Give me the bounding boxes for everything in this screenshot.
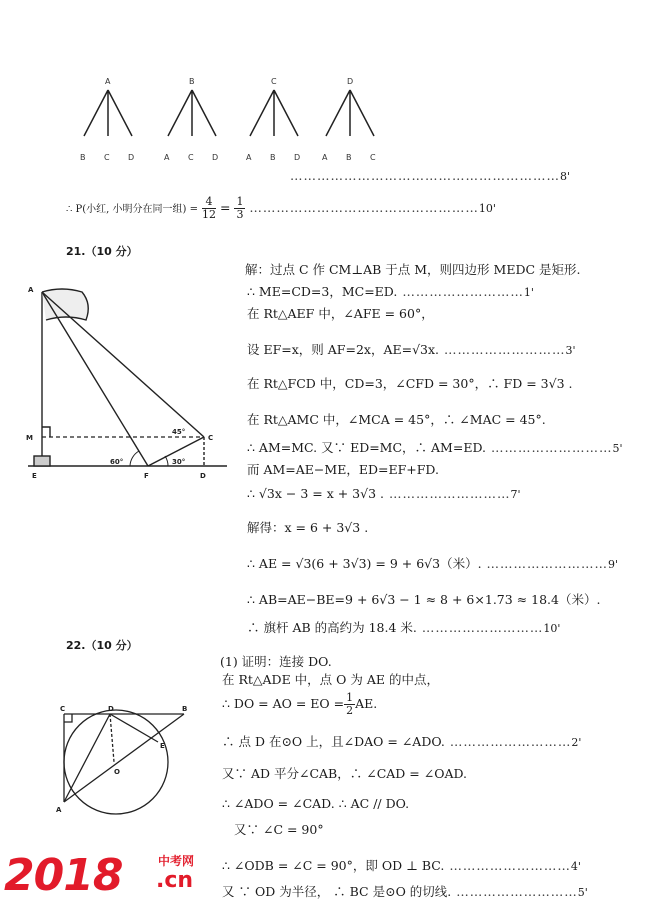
solution-text: ∴ 旗杆 AB 的高约为 18.4 米. bbox=[247, 620, 417, 635]
score-mark: 1' bbox=[523, 286, 534, 299]
score-mark: 2' bbox=[571, 736, 582, 749]
label-O2: O bbox=[114, 768, 120, 776]
label-D2: D bbox=[108, 705, 114, 713]
tree-leaf: B bbox=[270, 153, 276, 162]
solution-text: ∴ AM=MC. 又∵ ED=MC，∴ AM=ED. bbox=[247, 440, 486, 455]
solution-text: 在 Rt△AEF 中，∠AFE = 60°， bbox=[247, 306, 434, 321]
tree-root-1: A bbox=[105, 77, 111, 86]
q21-line bbox=[247, 592, 600, 607]
tree-leaf: A bbox=[164, 153, 170, 162]
label-F: F bbox=[144, 472, 149, 480]
q22-line bbox=[234, 822, 324, 837]
tree-leaf: D bbox=[212, 153, 219, 162]
solution-text: 设 EF=x，则 AF=2x，AE=√3x. bbox=[247, 342, 440, 357]
q21-line bbox=[247, 412, 546, 427]
label-E: E bbox=[32, 472, 37, 480]
solution-text: 在 Rt△FCD 中，CD=3，∠CFD = 30°，∴ FD = 3√3 . bbox=[247, 376, 573, 391]
solution-text: ∴ ∠ODB = ∠C = 90°，即 OD ⊥ BC. bbox=[222, 858, 445, 873]
fraction-half: $\frac{1}{2}$ bbox=[346, 691, 354, 717]
tree-leaf: C bbox=[104, 153, 110, 162]
solution-text: ∴ √3x − 3 = x + 3√3 . bbox=[247, 486, 384, 501]
solution-text: 解：过点 C 作 CM⊥AB 于点 M，则四边形 MEDC 是矩形. bbox=[245, 262, 581, 277]
score-mark: 4' bbox=[570, 860, 581, 873]
tree-leaf: C bbox=[370, 153, 376, 162]
solution-text: 又∵ AD 平分∠CAB，∴ ∠CAD = ∠OAD. bbox=[222, 766, 468, 781]
tree-score-row: ……………………………………………………8' bbox=[290, 168, 571, 183]
q22-line bbox=[220, 654, 332, 669]
tree-leaf: B bbox=[346, 153, 352, 162]
q21-line bbox=[247, 462, 439, 477]
solution-text: ∴ DO = AO = EO = bbox=[222, 696, 345, 711]
q22-line: ∴ DO = AO = EO = $\frac{1}{2}$ AE. bbox=[222, 691, 378, 717]
label-E2: E bbox=[160, 742, 165, 750]
q22-line bbox=[222, 796, 409, 811]
solution-text: ∴ 点 D 在⊙O 上，且∠DAO = ∠ADO. bbox=[222, 734, 445, 749]
tree-root-4: D bbox=[347, 77, 354, 86]
watermark-year: 2018 bbox=[4, 850, 123, 901]
solution-text: ∴ ∠ADO = ∠CAD. ∴ AC // DO. bbox=[222, 796, 410, 811]
watermark-tld: .cn bbox=[156, 868, 194, 893]
tree-leaf: C bbox=[188, 153, 194, 162]
watermark-logo bbox=[4, 850, 122, 901]
fraction-1-3: $\frac{1}{3}$ bbox=[236, 195, 244, 221]
score-mark: 9' bbox=[608, 558, 619, 571]
q21-line bbox=[247, 520, 368, 535]
q21-line bbox=[245, 262, 581, 277]
q21-line bbox=[247, 376, 572, 391]
q21-line: ∴ √3x − 3 = x + 3√3 . ………………………7' bbox=[247, 486, 521, 501]
angle-60: 60° bbox=[110, 458, 124, 466]
solution-text: 而 AM=AE−ME，ED=EF+FD. bbox=[247, 462, 439, 477]
q22-line: 又 ∵ OD 为半径， ∴ BC 是⊙O 的切线. ………………………5' bbox=[222, 884, 588, 899]
score-mark: 3' bbox=[565, 344, 576, 357]
score-mark: 8' bbox=[560, 170, 571, 183]
solution-text: ∴ AB=AE−BE=9 + 6√3 − 1 ≈ 8 + 6×1.73 ≈ 18.4（米）. bbox=[247, 592, 601, 607]
score-mark: 7' bbox=[510, 488, 521, 501]
tree-leaf: B bbox=[80, 153, 86, 162]
solution-text: 在 Rt△AMC 中，∠MCA = 45°，∴ ∠MAC = 45°. bbox=[247, 412, 546, 427]
solution-text: 又∵ ∠C = 90° bbox=[234, 822, 324, 837]
solution-text: (1) 证明：连接 DO. bbox=[220, 654, 332, 669]
tree-leaf: D bbox=[294, 153, 301, 162]
q21-line: ∴ 旗杆 AB 的高约为 18.4 米. ………………………10' bbox=[247, 620, 561, 635]
q21-line: ∴ ME=CD=3，MC=ED. ………………………1' bbox=[247, 284, 534, 299]
score-mark: 5' bbox=[577, 886, 588, 899]
q21-line: ∴ AM=MC. 又∵ ED=MC，∴ AM=ED. ………………………5' bbox=[247, 440, 623, 455]
watermark-brand: 中考网 bbox=[158, 854, 195, 868]
tree-root-2: B bbox=[189, 77, 195, 86]
score-mark: 10' bbox=[478, 202, 496, 215]
q22-line bbox=[222, 766, 467, 781]
solution-text: ∴ AE = √3(6 + 3√3) = 9 + 6√3（米）. bbox=[247, 556, 482, 571]
q22-line: ∴ ∠ODB = ∠C = 90°，即 OD ⊥ BC. ………………………4' bbox=[222, 858, 581, 873]
label-D: D bbox=[200, 472, 206, 480]
label-C: C bbox=[208, 434, 214, 442]
angle-30: 30° bbox=[172, 458, 186, 466]
tree-root-3: C bbox=[271, 77, 277, 86]
q21-line bbox=[247, 306, 434, 321]
label-M: M bbox=[26, 434, 33, 442]
solution-text: 解得：x = 6 + 3√3 . bbox=[247, 520, 369, 535]
score-mark: 10' bbox=[543, 622, 561, 635]
tree-leaf: D bbox=[128, 153, 135, 162]
question-22-header: 22.（10 分） bbox=[66, 639, 138, 652]
q21-line: 设 EF=x，则 AF=2x，AE=√3x. ………………………3' bbox=[247, 342, 576, 357]
angle-45: 45° bbox=[172, 428, 186, 436]
circle-figure bbox=[50, 700, 200, 820]
question-21-header: 21.（10 分） bbox=[66, 245, 138, 258]
label-A2: A bbox=[56, 806, 62, 814]
solution-text: ∴ ME=CD=3，MC=ED. bbox=[247, 284, 398, 299]
probability-prefix: ∴ P(小红, 小明分在同一组) = bbox=[66, 204, 198, 215]
label-B2: B bbox=[182, 705, 188, 713]
label-C2: C bbox=[60, 705, 66, 713]
solution-text: 又 ∵ OD 为半径， ∴ BC 是⊙O 的切线. bbox=[222, 884, 452, 899]
flagpole-figure bbox=[22, 280, 232, 490]
q22-line bbox=[222, 672, 439, 687]
tree-leaf: A bbox=[246, 153, 252, 162]
score-mark: 5' bbox=[612, 442, 623, 455]
probability-line: ∴ P(小红, 小明分在同一组) = $\frac{4}{12}$ = $\frac{1}{3}$ ……………………………………………10' bbox=[66, 195, 496, 221]
solution-text: 在 Rt△ADE 中，点 O 为 AE 的中点， bbox=[222, 672, 439, 687]
tree-leaf: A bbox=[322, 153, 328, 162]
fraction-4-12: $\frac{4}{12}$ bbox=[201, 195, 216, 221]
q22-line: ∴ 点 D 在⊙O 上，且∠DAO = ∠ADO. ………………………2' bbox=[222, 734, 582, 749]
q21-line: ∴ AE = √3(6 + 3√3) = 9 + 6√3（米）. ………………………9' bbox=[247, 556, 619, 571]
tree-diagram bbox=[60, 72, 390, 172]
label-A: A bbox=[28, 286, 34, 294]
